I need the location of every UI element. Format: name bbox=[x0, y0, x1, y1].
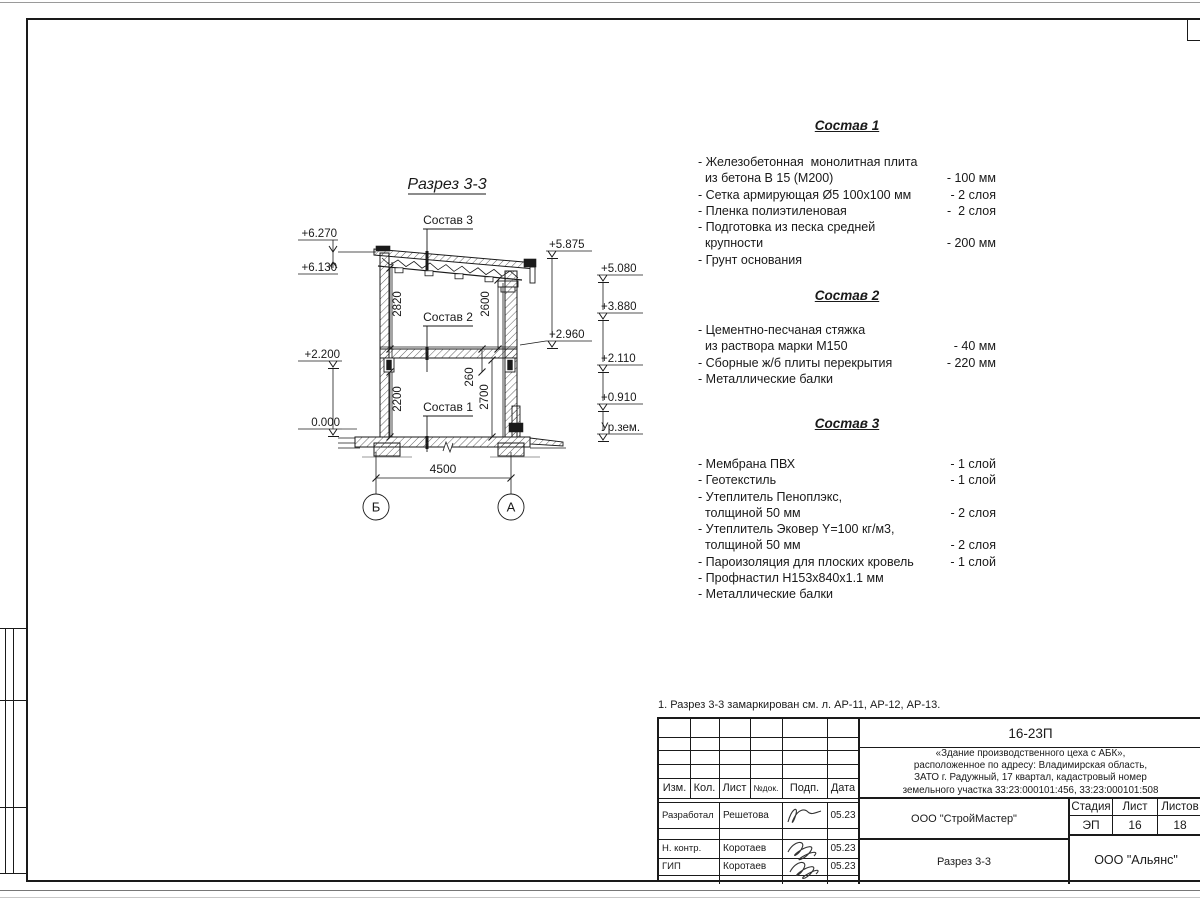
spec-block-2 bbox=[698, 287, 996, 387]
tb-object-line1: «Здание производственного цеха с АБК», bbox=[935, 748, 1126, 759]
tb-date-gip: 05.23 bbox=[830, 861, 856, 872]
svg-text:2600: 2600 bbox=[480, 291, 492, 317]
tb-org: ООО "Альянс" bbox=[1094, 853, 1178, 867]
left-margin-table-h3 bbox=[0, 807, 27, 808]
spec-row: - Подготовка из песка средней bbox=[698, 220, 876, 235]
tb-col-izm: Изм. bbox=[662, 782, 687, 794]
svg-text:+2.960: +2.960 bbox=[549, 329, 585, 341]
left-margin-table-v2 bbox=[13, 628, 14, 873]
axis-bubbles bbox=[363, 494, 524, 520]
spec-row: - Пароизоляция для плоских кровель - 1 слой bbox=[698, 554, 996, 569]
left-margin-table-h2 bbox=[0, 700, 27, 701]
svg-text:2700: 2700 bbox=[479, 384, 491, 410]
spec-title: Состав 1 bbox=[814, 118, 880, 133]
spec-block-1 bbox=[698, 117, 996, 268]
spec-row: толщиной 50 мм - 2 слоя bbox=[698, 538, 996, 553]
spec-row: - Грунт основания bbox=[698, 252, 803, 267]
tb-object-line3: ЗАТО г. Радужный, 17 квартал, кадастровый номер bbox=[914, 772, 1147, 784]
svg-text:2200: 2200 bbox=[392, 386, 404, 412]
spec-row: из раствора марки М150 - 40 мм bbox=[698, 339, 996, 354]
tb-sheet-value: 16 bbox=[1128, 817, 1142, 832]
spec-block-3 bbox=[698, 415, 996, 603]
spec-row: - Сборные ж/б плиты перекрытия - 220 мм bbox=[698, 355, 996, 370]
spec-row: из бетона В 15 (М200) - 100 мм bbox=[698, 171, 996, 186]
tb-col-data: Дата bbox=[830, 782, 856, 794]
svg-text:+0.910: +0.910 bbox=[601, 392, 637, 404]
tb-col-podp: Подп. bbox=[789, 782, 820, 794]
tb-role-nkontr: Н. контр. bbox=[662, 843, 702, 854]
tb-date-nkontr: 05.23 bbox=[830, 843, 856, 854]
svg-text:0.000: 0.000 bbox=[311, 417, 340, 429]
spec-title: Состав 3 bbox=[814, 416, 880, 431]
tb-company: ООО "СтройМастер" bbox=[911, 812, 1017, 825]
sostav-labels bbox=[423, 213, 473, 452]
tb-doc-number: 16-23П bbox=[1008, 725, 1053, 741]
tb-name-nkontr: Коротаев bbox=[723, 843, 767, 854]
left-margin-table-h4 bbox=[0, 873, 27, 874]
spec-row: - Металлические балки bbox=[698, 587, 833, 602]
axis-label-a: А bbox=[506, 499, 516, 515]
left-margin-table-h1 bbox=[0, 628, 27, 629]
spec-row: - Железобетонная монолитная плита bbox=[698, 155, 918, 169]
tb-object-line4: земельного участка 33:23:000101:456, 33:23:000101:508 bbox=[902, 784, 1159, 796]
svg-text:+2.110: +2.110 bbox=[601, 353, 636, 365]
spec-row: - Металлические балки bbox=[698, 371, 833, 386]
sheet-note: 1. Разрез 3-3 замаркирован см. л. АР-11, АР-12, АР-13. bbox=[658, 699, 941, 711]
tb-sheet-label: Лист bbox=[1122, 800, 1148, 813]
left-margin-table-v1 bbox=[5, 628, 6, 873]
spec-row: - Сетка армирующая Ø5 100x100 мм - 2 слоя bbox=[698, 187, 996, 202]
section-drawing bbox=[280, 165, 680, 525]
spec-title: Состав 2 bbox=[814, 288, 880, 303]
tb-object bbox=[863, 748, 1198, 798]
tb-drawing-name: Разрез 3-3 bbox=[936, 856, 991, 868]
svg-text:Ур.зем.: Ур.зем. bbox=[601, 422, 641, 434]
axis-dimension bbox=[373, 452, 515, 494]
signature-nkontr-gip bbox=[780, 836, 830, 884]
tb-date-razrabotal: 05.23 bbox=[830, 809, 856, 821]
svg-text:+6.130: +6.130 bbox=[301, 262, 337, 274]
sheet-top-edge bbox=[0, 2, 1200, 3]
corner-box-line-v bbox=[1187, 18, 1188, 40]
tb-col-kol: Кол. bbox=[693, 782, 716, 794]
spec-row: толщиной 50 мм - 2 слоя bbox=[698, 505, 996, 520]
tb-stage-value: ЭП bbox=[1082, 817, 1100, 832]
tb-col-ndok: №док. bbox=[753, 783, 779, 793]
sheet-bottom-edge2 bbox=[0, 897, 1200, 898]
tb-role-razrabotal: Разработал bbox=[662, 809, 714, 821]
tb-name-razrabotal: Решетова bbox=[723, 809, 769, 821]
svg-text:+5.875: +5.875 bbox=[549, 239, 585, 251]
drawing-title bbox=[407, 176, 486, 194]
tb-object-line2: расположенное по адресу: Владимирская область, bbox=[913, 760, 1148, 772]
tb-sheets-label: Листов bbox=[1161, 800, 1199, 813]
title-block bbox=[657, 717, 1200, 882]
svg-text:+3.880: +3.880 bbox=[601, 301, 637, 313]
elevation-marks-left bbox=[298, 228, 376, 437]
svg-text:260: 260 bbox=[464, 367, 476, 387]
spec-row: - Профнастил Н153х840х1.1 мм bbox=[698, 571, 884, 586]
spec-row: - Пленка полиэтиленовая - 2 слоя bbox=[698, 203, 996, 218]
tb-sheets-value: 18 bbox=[1173, 817, 1187, 832]
ground-slab bbox=[338, 437, 566, 452]
spec-row: - Мембрана ПВХ - 1 слой bbox=[698, 457, 996, 471]
svg-text:+2.200: +2.200 bbox=[304, 349, 340, 361]
spec-row: - Цементно-песчаная стяжка bbox=[698, 323, 866, 337]
elevation-marks-mid bbox=[520, 239, 592, 349]
svg-text:2820: 2820 bbox=[392, 291, 404, 317]
spec-row: - Утеплитель Эковер Y=100 кг/м3, bbox=[698, 522, 895, 537]
tb-name-gip: Коротаев bbox=[723, 861, 767, 872]
corner-box-line-h bbox=[1187, 40, 1200, 41]
sheet-bottom-edge bbox=[0, 890, 1200, 891]
axis-label-b: Б bbox=[371, 499, 381, 515]
svg-text:Состав 1: Состав 1 bbox=[423, 400, 473, 414]
spec-row: - Геотекстиль - 1 слой bbox=[698, 473, 996, 488]
tb-role-gip: ГИП bbox=[662, 861, 681, 872]
svg-text:+6.270: +6.270 bbox=[301, 228, 337, 240]
svg-text:4500: 4500 bbox=[429, 462, 457, 476]
spec-row: крупности - 200 мм bbox=[698, 236, 996, 251]
tb-col-list: Лист bbox=[722, 782, 747, 794]
svg-text:+5.080: +5.080 bbox=[601, 263, 637, 275]
tb-stage-label: Стадия bbox=[1071, 800, 1111, 813]
svg-text:Состав 2: Состав 2 bbox=[423, 310, 473, 324]
svg-text:Состав 3: Состав 3 bbox=[423, 213, 473, 227]
elevation-marks-right bbox=[597, 263, 643, 442]
spec-row: - Утеплитель Пеноплэкс, bbox=[698, 489, 843, 504]
svg-text:Разрез 3-3: Разрез 3-3 bbox=[407, 176, 487, 193]
signature-razrabotal bbox=[782, 800, 827, 830]
